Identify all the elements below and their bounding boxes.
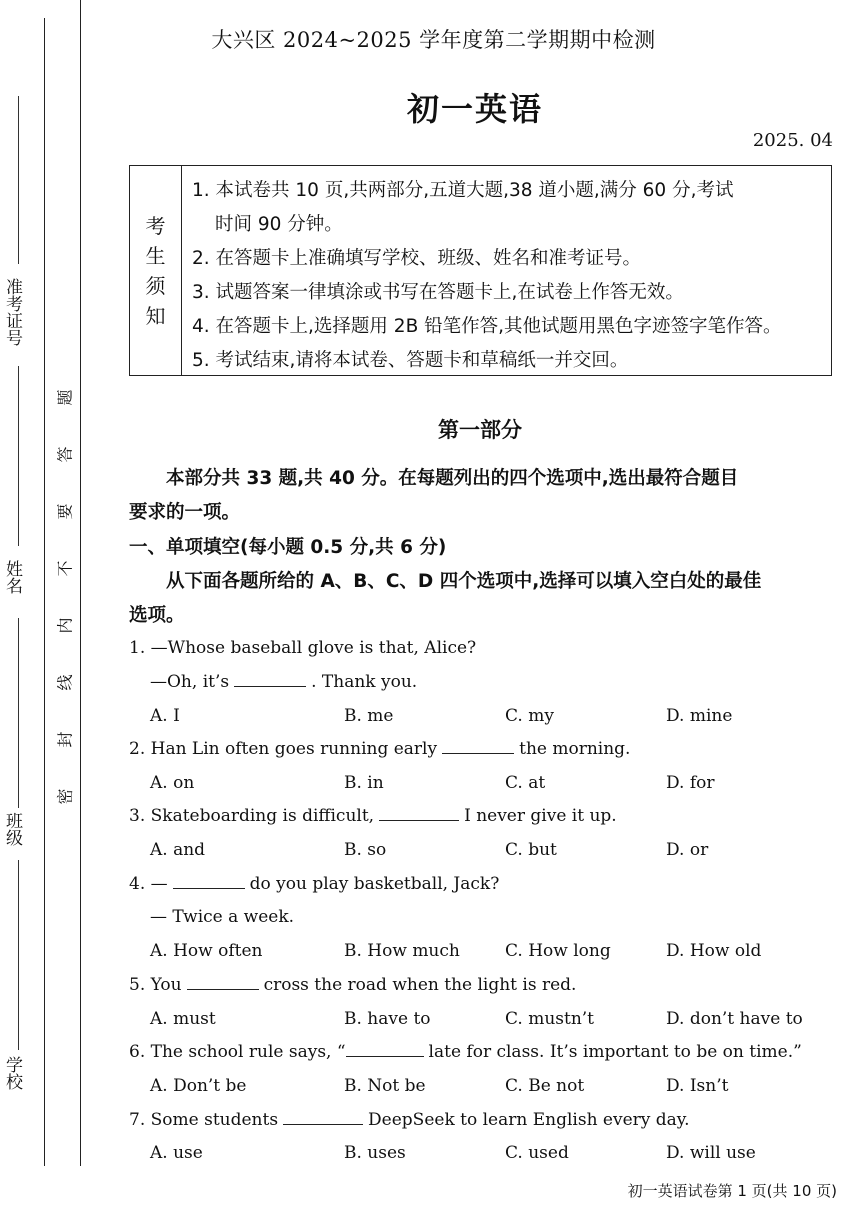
question-text: 3. Skateboarding is difficult, bbox=[129, 806, 375, 826]
option-a: A. Don’t be bbox=[150, 1076, 247, 1096]
margin-border-right bbox=[80, 0, 81, 1166]
option-a: A. must bbox=[150, 1009, 216, 1029]
option-d: D. mine bbox=[666, 706, 733, 726]
question-3 bbox=[129, 806, 617, 826]
question-4-line2: — Twice a week. bbox=[150, 907, 295, 927]
notice-items bbox=[192, 174, 823, 378]
seal-char: 线 bbox=[55, 674, 75, 691]
option-b: B. so bbox=[344, 840, 387, 860]
name-label: 姓名 bbox=[2, 560, 22, 594]
exam-date: 2025. 04 bbox=[752, 130, 833, 151]
question-text: cross the road when the light is red. bbox=[263, 975, 577, 995]
answer-blank bbox=[283, 1110, 363, 1125]
option-b: B. uses bbox=[344, 1143, 406, 1163]
question-text: —Oh, it’s bbox=[150, 672, 230, 692]
option-a: A. I bbox=[150, 706, 180, 726]
option-b: B. me bbox=[344, 706, 394, 726]
question-7 bbox=[129, 1110, 690, 1130]
question-text: 5. You bbox=[129, 975, 182, 995]
school-label: 学校 bbox=[2, 1056, 22, 1090]
option-c: C. mustn’t bbox=[505, 1009, 595, 1029]
seal-char: 密 bbox=[55, 788, 75, 805]
notice-item: 2. 在答题卡上准确填写学校、班级、姓名和准考证号。 bbox=[192, 248, 642, 269]
section-instructions bbox=[129, 565, 837, 633]
option-a: A. on bbox=[150, 773, 195, 793]
part-intro bbox=[129, 462, 837, 530]
question-text: 7. Some students bbox=[129, 1110, 279, 1130]
seal-char: 封 bbox=[55, 731, 75, 748]
option-b: B. How much bbox=[344, 941, 460, 961]
option-c: C. used bbox=[505, 1143, 569, 1163]
question-text: the morning. bbox=[519, 739, 631, 759]
notice-label bbox=[130, 166, 182, 375]
notice-label-char: 考 bbox=[145, 213, 166, 238]
class-fill-line bbox=[18, 860, 19, 1050]
option-a: A. use bbox=[150, 1143, 203, 1163]
seal-char: 要 bbox=[55, 503, 75, 520]
notice-item: 4. 在答题卡上,选择题用 2B 铅笔作答,其他试题用黑色字迹签字笔作答。 bbox=[192, 316, 782, 337]
candidate-notice-box bbox=[129, 165, 832, 376]
question-text: do you play basketball, Jack? bbox=[249, 874, 500, 894]
question-1 bbox=[129, 638, 476, 658]
option-d: D. How old bbox=[666, 941, 762, 961]
part-heading: 第一部分 bbox=[438, 418, 522, 442]
instruction-line: 从下面各题所给的 A、B、C、D 四个选项中,选择可以填入空白处的最佳 bbox=[166, 571, 762, 592]
section-title: 一、单项填空(每小题 0.5 分,共 6 分) bbox=[129, 537, 447, 558]
question-4 bbox=[129, 874, 499, 894]
notice-label-char: 知 bbox=[145, 303, 166, 328]
question-text: 1. —Whose baseball glove is that, Alice? bbox=[129, 638, 477, 658]
name-fill-line-top bbox=[18, 366, 19, 546]
option-b: B. Not be bbox=[344, 1076, 426, 1096]
answer-blank bbox=[379, 806, 459, 821]
answer-blank bbox=[442, 739, 514, 754]
margin-border-left bbox=[44, 18, 45, 1166]
option-c: C. at bbox=[505, 773, 546, 793]
option-a: A. and bbox=[150, 840, 206, 860]
instruction-line: 选项。 bbox=[129, 605, 185, 626]
name-fill-line bbox=[18, 618, 19, 808]
notice-label-char: 须 bbox=[145, 273, 166, 298]
option-d: D. don’t have to bbox=[666, 1009, 803, 1029]
question-text: late for class. It’s important to be on time.” bbox=[428, 1042, 802, 1062]
option-c: C. Be not bbox=[505, 1076, 585, 1096]
question-6 bbox=[129, 1042, 802, 1062]
question-text: DeepSeek to learn English every day. bbox=[368, 1110, 690, 1130]
page-footer: 初一英语试卷第 1 页(共 10 页) bbox=[627, 1182, 837, 1200]
answer-blank bbox=[234, 672, 306, 687]
seal-char: 不 bbox=[55, 560, 75, 577]
subject-title: 初一英语 bbox=[406, 90, 543, 128]
option-b: B. have to bbox=[344, 1009, 431, 1029]
admission-label: 准考证号 bbox=[2, 278, 22, 346]
part-intro-line: 本部分共 33 题,共 40 分。在每题列出的四个选项中,选出最符合题目 bbox=[166, 468, 739, 489]
answer-blank bbox=[187, 975, 259, 990]
notice-item: 时间 90 分钟。 bbox=[215, 214, 343, 235]
notice-item: 5. 考试结束,请将本试卷、答题卡和草稿纸一并交回。 bbox=[192, 350, 629, 371]
notice-item: 1. 本试卷共 10 页,共两部分,五道大题,38 道小题,满分 60 分,考试 bbox=[192, 180, 734, 201]
question-1-line2 bbox=[150, 672, 417, 692]
option-c: C. but bbox=[505, 840, 557, 860]
class-label: 班级 bbox=[2, 812, 22, 846]
question-text: 2. Han Lin often goes running early bbox=[129, 739, 438, 759]
question-2 bbox=[129, 739, 630, 759]
seal-char: 题 bbox=[55, 389, 75, 406]
question-text: I never give it up. bbox=[464, 806, 617, 826]
exam-title: 大兴区 2024~2025 学年度第二学期期中检测 bbox=[211, 28, 656, 52]
option-c: C. How long bbox=[505, 941, 611, 961]
seal-char: 答 bbox=[55, 446, 75, 463]
question-text: . Thank you. bbox=[311, 672, 418, 692]
notice-item: 3. 试题答案一律填涂或书写在答题卡上,在试卷上作答无效。 bbox=[192, 282, 684, 303]
answer-blank bbox=[346, 1042, 424, 1057]
part-intro-line: 要求的一项。 bbox=[129, 502, 241, 523]
question-text: 6. The school rule says, “ bbox=[129, 1042, 346, 1062]
question-text: 4. — bbox=[129, 874, 168, 894]
option-c: C. my bbox=[505, 706, 554, 726]
option-a: A. How often bbox=[150, 941, 263, 961]
seal-char: 内 bbox=[55, 617, 75, 634]
option-b: B. in bbox=[344, 773, 384, 793]
question-5 bbox=[129, 975, 576, 995]
notice-label-char: 生 bbox=[145, 243, 166, 268]
option-d: D. or bbox=[666, 840, 709, 860]
option-d: D. Isn’t bbox=[666, 1076, 729, 1096]
answer-blank bbox=[173, 874, 245, 889]
option-d: D. for bbox=[666, 773, 715, 793]
option-d: D. will use bbox=[666, 1143, 756, 1163]
